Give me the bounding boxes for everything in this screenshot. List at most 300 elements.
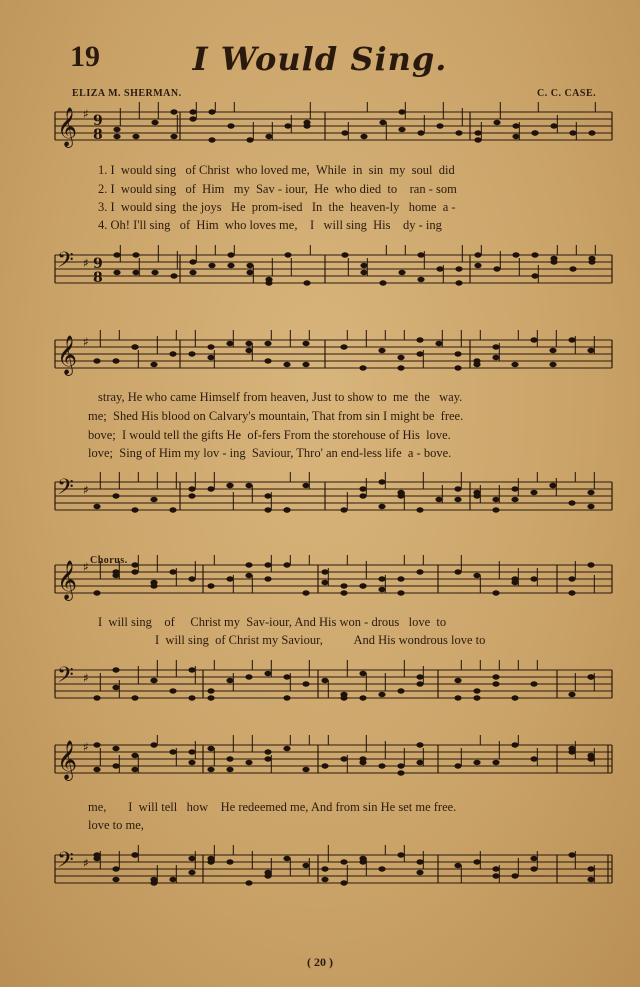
note-head (473, 688, 480, 693)
note-head (378, 504, 385, 509)
note-head (492, 497, 499, 502)
note-head (93, 767, 100, 772)
note-head (189, 109, 196, 114)
note-head (112, 866, 119, 871)
note-head (454, 365, 461, 370)
note-head (131, 767, 138, 772)
note-head (397, 688, 404, 693)
note-head (188, 493, 195, 498)
note-head (378, 763, 385, 768)
note-head (207, 688, 214, 693)
verse-4-line-2: love; Sing of Him my lov - ing Saviour, Thro' an end-less life a - bove. (88, 446, 452, 460)
note-head (549, 362, 556, 367)
note-head (417, 252, 424, 257)
note-head (188, 486, 195, 491)
note-head (131, 562, 138, 567)
note-head (150, 362, 157, 367)
note-head (569, 130, 576, 135)
note-head (588, 130, 595, 135)
note-head (112, 358, 119, 363)
note-head (416, 569, 423, 574)
note-head (245, 674, 252, 679)
note-head (226, 767, 233, 772)
note-head (112, 746, 119, 751)
note-head (226, 483, 233, 488)
note-head (264, 576, 271, 581)
note-head (511, 873, 518, 878)
note-head (189, 259, 196, 264)
note-head (416, 742, 423, 747)
note-head (188, 856, 195, 861)
note-head (150, 497, 157, 502)
note-head (283, 746, 290, 751)
note-head (587, 674, 594, 679)
note-head (112, 685, 119, 690)
treble-clef-icon: 𝄞 (57, 740, 78, 780)
note-head (302, 483, 309, 488)
note-head (360, 134, 367, 139)
note-head (359, 365, 366, 370)
note-head (454, 351, 461, 356)
chorus-line-4: love to me, (88, 818, 144, 832)
note-head (550, 256, 557, 261)
note-head (474, 252, 481, 257)
note-head (359, 695, 366, 700)
note-head (493, 266, 500, 271)
note-head (169, 351, 176, 356)
note-head (131, 569, 138, 574)
time-signature-bottom: 8 (93, 127, 103, 143)
note-head (93, 695, 100, 700)
note-head (436, 123, 443, 128)
note-head (265, 134, 272, 139)
note-head (492, 873, 499, 878)
note-head (340, 695, 347, 700)
note-head (568, 337, 575, 342)
note-head (321, 877, 328, 882)
note-head (416, 870, 423, 875)
sharp-icon: ♯ (83, 671, 89, 685)
note-head (511, 362, 518, 367)
chorus-line-3: me, I will tell how He redeemed me, And from sin He set me free. (88, 800, 457, 814)
note-head (549, 483, 556, 488)
note-head (474, 130, 481, 135)
note-head (226, 576, 233, 581)
note-head (378, 587, 385, 592)
note-head (360, 263, 367, 268)
note-head (264, 749, 271, 754)
note-head (226, 756, 233, 761)
verse-4-line-1: 4. Oh! I'll sing of Him who loves me, I will sing His dy - ing (98, 218, 442, 232)
note-head (454, 497, 461, 502)
note-head (512, 252, 519, 257)
note-head (397, 576, 404, 581)
verse-3-line-2: bove; I would tell the gifts He of-fers From the storehouse of His love. (88, 428, 451, 442)
note-head (189, 270, 196, 275)
note-head (473, 859, 480, 864)
note-head (511, 486, 518, 491)
note-head (455, 130, 462, 135)
verse-2-line-2: me; Shed His blood on Calvary's mountain, That from sin I might be free. (88, 409, 464, 423)
note-head (245, 880, 252, 885)
note-head (397, 852, 404, 857)
note-head (226, 341, 233, 346)
note-head (416, 859, 423, 864)
note-head (397, 590, 404, 595)
note-head (246, 270, 253, 275)
note-head (113, 270, 120, 275)
note-head (283, 674, 290, 679)
verse-1-line-1: 1. I would sing of Christ who loved me, While in sin my soul did (98, 163, 455, 177)
sharp-icon: ♯ (83, 256, 89, 270)
note-head (493, 120, 500, 125)
note-head (492, 355, 499, 360)
note-head (416, 674, 423, 679)
note-head (93, 504, 100, 509)
note-head (398, 127, 405, 132)
note-head (512, 123, 519, 128)
treble-clef-icon: 𝄞 (57, 107, 78, 147)
note-head (397, 770, 404, 775)
note-head (416, 681, 423, 686)
note-head (321, 569, 328, 574)
bass-clef-icon: 𝄢 (57, 848, 74, 878)
time-signature-bottom: 8 (93, 270, 103, 286)
note-head (131, 344, 138, 349)
note-head (321, 580, 328, 585)
note-head (512, 134, 519, 139)
note-head (587, 877, 594, 882)
note-head (492, 590, 499, 595)
note-head (227, 123, 234, 128)
note-head (531, 252, 538, 257)
note-head (492, 760, 499, 765)
note-head (436, 266, 443, 271)
chorus-line-1: I will sing of Christ my Sav-iour, And His won - drous love to (98, 615, 447, 629)
note-head (170, 109, 177, 114)
note-head (321, 763, 328, 768)
note-head (587, 562, 594, 567)
note-head (435, 497, 442, 502)
note-head (132, 134, 139, 139)
note-head (188, 749, 195, 754)
note-head (226, 678, 233, 683)
note-head (416, 337, 423, 342)
note-head (207, 583, 214, 588)
note-head (378, 576, 385, 581)
note-head (397, 763, 404, 768)
note-head (245, 562, 252, 567)
note-head (283, 856, 290, 861)
note-head (492, 507, 499, 512)
note-head (264, 562, 271, 567)
note-head (321, 866, 328, 871)
note-head (474, 137, 481, 142)
note-head (131, 753, 138, 758)
note-head (378, 348, 385, 353)
note-head (245, 483, 252, 488)
note-head (359, 493, 366, 498)
sharp-icon: ♯ (83, 740, 89, 754)
note-head (587, 866, 594, 871)
note-head (455, 266, 462, 271)
note-head (93, 742, 100, 747)
note-head (340, 583, 347, 588)
note-head (530, 681, 537, 686)
note-head (530, 490, 537, 495)
note-head (568, 852, 575, 857)
note-head (150, 880, 157, 885)
note-head (340, 880, 347, 885)
note-head (112, 877, 119, 882)
note-head (341, 252, 348, 257)
note-head (131, 695, 138, 700)
note-head (568, 500, 575, 505)
note-head (112, 493, 119, 498)
note-head (492, 344, 499, 349)
note-head (132, 270, 139, 275)
note-head (511, 695, 518, 700)
note-head (340, 507, 347, 512)
note-head (284, 252, 291, 257)
note-head (530, 576, 537, 581)
note-head (379, 120, 386, 125)
note-head (511, 742, 518, 747)
note-head (113, 252, 120, 257)
note-head (131, 852, 138, 857)
note-head (170, 273, 177, 278)
note-head (378, 479, 385, 484)
page-number: ( 20 ) (307, 955, 333, 969)
note-head (150, 742, 157, 747)
note-head (588, 259, 595, 264)
note-head (587, 756, 594, 761)
composer-credit: C. C. CASE. (537, 88, 597, 99)
note-head (112, 763, 119, 768)
note-head (302, 590, 309, 595)
note-head (93, 358, 100, 363)
note-head (207, 859, 214, 864)
note-head (397, 365, 404, 370)
note-head (303, 280, 310, 285)
note-head (587, 348, 594, 353)
note-head (208, 137, 215, 142)
note-head (568, 746, 575, 751)
note-head (473, 573, 480, 578)
note-head (530, 756, 537, 761)
note-head (549, 348, 556, 353)
note-head (302, 341, 309, 346)
note-head (359, 760, 366, 765)
note-head (112, 573, 119, 578)
sharp-icon: ♯ (83, 483, 89, 497)
note-head (246, 263, 253, 268)
note-head (454, 695, 461, 700)
note-head (531, 130, 538, 135)
note-head (188, 870, 195, 875)
note-head (169, 749, 176, 754)
note-head (359, 583, 366, 588)
note-head (264, 341, 271, 346)
note-head (302, 681, 309, 686)
note-head (264, 671, 271, 676)
note-head (132, 252, 139, 257)
hymn-number: 19 (70, 40, 100, 73)
note-head (568, 576, 575, 581)
note-head (379, 280, 386, 285)
note-head (454, 678, 461, 683)
note-head (473, 695, 480, 700)
note-head (169, 688, 176, 693)
verse-1-line-2: stray, He who came Himself from heaven, Just to show to me the way. (98, 390, 463, 404)
note-head (341, 130, 348, 135)
note-head (473, 362, 480, 367)
chorus-label: Chorus. (90, 555, 128, 566)
note-head (340, 756, 347, 761)
hymn-title: I Would Sing. (192, 40, 448, 78)
note-head (207, 486, 214, 491)
note-head (188, 667, 195, 672)
note-head (360, 270, 367, 275)
note-head (227, 252, 234, 257)
note-head (378, 866, 385, 871)
note-head (511, 580, 518, 585)
note-head (550, 123, 557, 128)
note-head (208, 109, 215, 114)
author-credit: ELIZA M. SHERMAN. (72, 88, 182, 99)
note-head (112, 667, 119, 672)
note-head (455, 280, 462, 285)
note-head (454, 569, 461, 574)
verse-2-line-1: 2. I would sing of Him my Sav - iour, He who died to ran - som (98, 182, 457, 196)
note-head (397, 355, 404, 360)
time-signature-top: 9 (93, 256, 103, 272)
note-head (131, 507, 138, 512)
note-head (264, 358, 271, 363)
note-head (587, 504, 594, 509)
note-head (569, 266, 576, 271)
note-head (208, 263, 215, 268)
sharp-icon: ♯ (83, 560, 89, 574)
note-head (378, 692, 385, 697)
note-head (340, 590, 347, 595)
note-head (150, 678, 157, 683)
note-head (245, 341, 252, 346)
note-head (473, 760, 480, 765)
note-head (417, 130, 424, 135)
note-head (169, 507, 176, 512)
note-head (264, 493, 271, 498)
note-head (511, 497, 518, 502)
note-head (397, 490, 404, 495)
treble-clef-icon: 𝄞 (57, 560, 78, 600)
chorus-line-2: I will sing of Christ my Saviour, And His wondrous love to (155, 633, 486, 647)
note-head (113, 134, 120, 139)
note-head (340, 859, 347, 864)
note-head (302, 863, 309, 868)
bass-clef-icon: 𝄢 (57, 663, 74, 693)
note-head (359, 671, 366, 676)
note-head (265, 277, 272, 282)
note-head (189, 116, 196, 121)
note-head (530, 337, 537, 342)
note-head (492, 674, 499, 679)
note-head (530, 866, 537, 871)
note-head (151, 120, 158, 125)
treble-clef-icon: 𝄞 (57, 335, 78, 375)
note-head (113, 127, 120, 132)
note-head (492, 866, 499, 871)
note-head (417, 277, 424, 282)
note-head (398, 109, 405, 114)
note-head (283, 562, 290, 567)
note-head (398, 270, 405, 275)
note-head (207, 355, 214, 360)
note-head (207, 746, 214, 751)
note-head (416, 351, 423, 356)
note-head (169, 569, 176, 574)
note-head (340, 344, 347, 349)
note-head (227, 263, 234, 268)
note-head (207, 695, 214, 700)
note-head (170, 134, 177, 139)
bass-clef-icon: 𝄢 (57, 475, 74, 505)
sharp-icon: ♯ (83, 856, 89, 870)
sharp-icon: ♯ (83, 107, 89, 121)
note-head (264, 870, 271, 875)
note-head (321, 678, 328, 683)
note-head (169, 877, 176, 882)
note-head (245, 760, 252, 765)
note-head (302, 767, 309, 772)
note-head (359, 859, 366, 864)
note-head (454, 763, 461, 768)
note-head (245, 573, 252, 578)
note-head (93, 590, 100, 595)
note-head (246, 137, 253, 142)
verse-3-line-1: 3. I would sing the joys He prom-ised In the heaven-ly home a - (98, 200, 456, 214)
note-head (207, 344, 214, 349)
note-head (531, 273, 538, 278)
note-head (474, 263, 481, 268)
note-head (264, 507, 271, 512)
note-head (568, 692, 575, 697)
note-head (302, 362, 309, 367)
note-head (492, 681, 499, 686)
note-head (151, 270, 158, 275)
bass-clef-icon: 𝄢 (57, 248, 74, 278)
note-head (93, 852, 100, 857)
note-head (207, 767, 214, 772)
note-head (283, 695, 290, 700)
time-signature-top: 9 (93, 113, 103, 129)
sharp-icon: ♯ (83, 335, 89, 349)
note-head (284, 123, 291, 128)
note-head (568, 590, 575, 595)
note-head (188, 576, 195, 581)
note-head (226, 859, 233, 864)
note-head (530, 856, 537, 861)
note-head (245, 348, 252, 353)
note-head (416, 760, 423, 765)
note-head (303, 120, 310, 125)
note-head (188, 695, 195, 700)
note-head (435, 341, 442, 346)
note-head (473, 490, 480, 495)
note-head (359, 486, 366, 491)
note-head (416, 507, 423, 512)
note-head (188, 760, 195, 765)
